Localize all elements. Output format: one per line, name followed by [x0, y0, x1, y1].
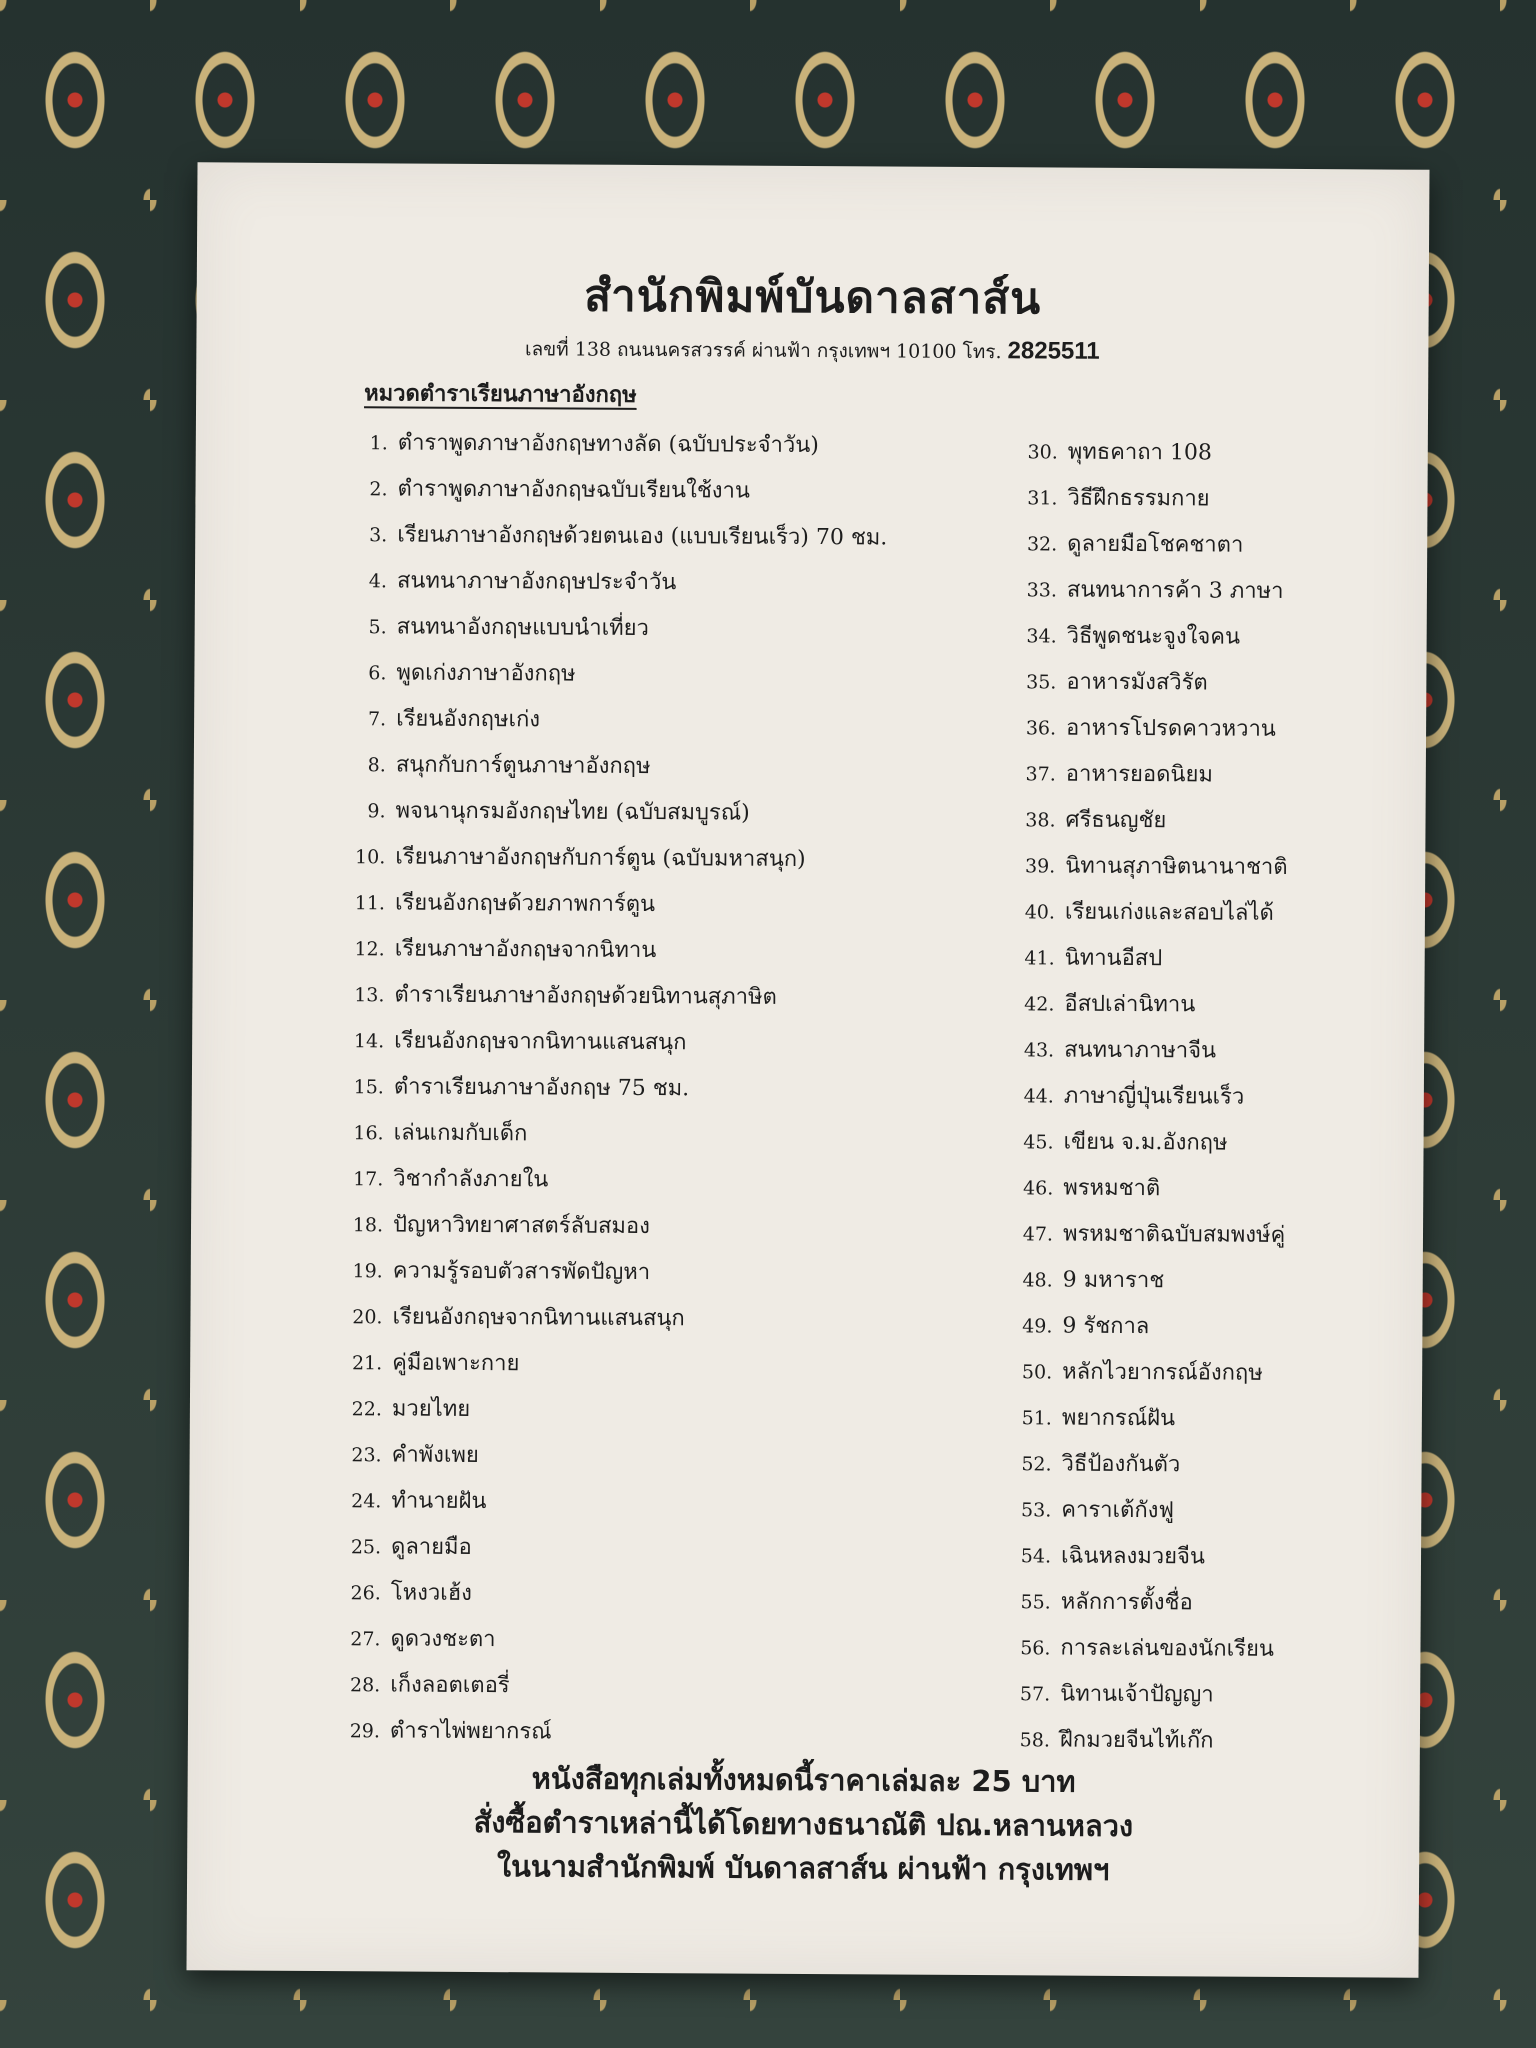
item-number: 55. [1020, 1591, 1051, 1614]
book-title: อาหารมังสวิรัต [1066, 669, 1208, 696]
list-item [345, 604, 887, 653]
item-number: 34. [1026, 625, 1057, 648]
item-number: 54. [1020, 1545, 1052, 1568]
book-title: ความรู้รอบตัวสารพัดปัญหา [392, 1258, 651, 1286]
list-item [345, 512, 887, 561]
list-item [340, 1294, 882, 1343]
item-number: 22. [351, 1398, 382, 1421]
item-number: 52. [1021, 1453, 1052, 1476]
book-title: วิธีพูดชนะจูงใจคน [1066, 623, 1241, 650]
book-title: ดูลายมือโชคชาตา [1067, 531, 1244, 558]
list-item [340, 1340, 882, 1389]
list-item [1010, 1349, 1285, 1397]
item-number: 48. [1022, 1269, 1053, 1292]
list-item [344, 742, 886, 791]
book-title: เรียนภาษาอังกฤษด้วยตนเอง (แบบเรียนเร็ว) 70 ชม. [397, 522, 888, 551]
list-item [345, 466, 887, 515]
list-item [1014, 659, 1289, 707]
list-item [343, 880, 885, 929]
book-list-right [1008, 429, 1291, 1765]
list-item [1008, 1671, 1283, 1719]
book-title: หลักไวยากรณ์อังกฤษ [1062, 1359, 1263, 1386]
book-title: เขียน จ.ม.อังกฤษ [1063, 1129, 1228, 1156]
book-title: ตำราไพ่พยากรณ์ [389, 1718, 552, 1745]
book-title: อาหารยอดนิยม [1065, 761, 1213, 788]
book-title: นิทานอีสป [1064, 945, 1163, 972]
item-number: 50. [1021, 1361, 1053, 1384]
book-title: พูดเก่งภาษาอังกฤษ [396, 660, 576, 687]
book-title: วิชากำลังภายใน [393, 1166, 549, 1193]
list-item [1015, 475, 1290, 523]
book-title: นิทานเจ้าปัญญา [1060, 1681, 1214, 1708]
item-number: 44. [1023, 1085, 1054, 1108]
list-item [1011, 1211, 1286, 1259]
book-title: เรียนเก่งและสอบไล่ได้ [1064, 899, 1274, 926]
list-item [1009, 1533, 1284, 1581]
item-number: 14. [353, 1030, 385, 1053]
book-title: นิทานสุภาษิตนานาชาติ [1065, 853, 1288, 880]
book-title: พรหมชาติฉบับสมพงษ์คู่ [1062, 1221, 1286, 1248]
list-item [344, 650, 886, 699]
list-item [1011, 1165, 1286, 1213]
book-title: เรียนอังกฤษจากนิทานแสนสนุก [392, 1304, 685, 1332]
list-item [341, 1156, 883, 1205]
book-title: คำพังเพย [391, 1442, 479, 1468]
book-title: ตำราเรียนภาษาอังกฤษ 75 ชม. [393, 1074, 690, 1102]
book-title: สนทนาภาษาจีน [1064, 1037, 1217, 1064]
book-title: วิธีฝึกธรรมกาย [1067, 485, 1210, 512]
printed-card [186, 162, 1429, 1977]
order-method-line: สั่งซื้อตำราเหล่านี้ได้โดยทางธนาณัติ ปณ.หลานหลวง [473, 1804, 1134, 1843]
list-item [338, 1708, 880, 1757]
item-number: 28. [349, 1674, 381, 1697]
payee-line: ในนามสำนักพิมพ์ บันดาลสาส์น ผ่านฟ้า กรุงเทพฯ [496, 1849, 1110, 1887]
item-number: 32. [1026, 533, 1058, 556]
book-title: คาราเต้กังฟู [1061, 1497, 1175, 1524]
list-item [1013, 843, 1288, 891]
book-title: 9 รัชกาล [1062, 1313, 1150, 1340]
book-list-left [338, 420, 888, 1757]
list-item [1015, 613, 1290, 661]
book-title: เรียนอังกฤษเก่ง [396, 706, 541, 733]
item-number: 20. [352, 1306, 383, 1329]
item-number: 26. [350, 1582, 381, 1605]
book-title: มวยไทย [391, 1396, 471, 1422]
book-title: ตำราเรียนภาษาอังกฤษด้วยนิทานสุภาษิต [394, 982, 777, 1010]
item-number: 25. [350, 1536, 382, 1559]
item-number: 45. [1023, 1131, 1054, 1154]
book-title: ตำราพูดภาษาอังกฤษฉบับเรียนใช้งาน [397, 476, 751, 504]
item-number: 31. [1027, 487, 1058, 510]
book-title: เล่นเกมกับเด็ก [393, 1120, 528, 1147]
item-number: 27. [350, 1628, 381, 1651]
list-item [1009, 1487, 1284, 1535]
book-title: คู่มือเพาะกาย [392, 1350, 520, 1377]
list-item [1014, 705, 1289, 753]
item-number: 12. [354, 938, 385, 961]
book-title: 9 มหาราช [1062, 1267, 1165, 1294]
item-number: 40. [1024, 901, 1056, 924]
list-item [1016, 429, 1291, 477]
item-number: 24. [351, 1490, 382, 1513]
list-item [1013, 889, 1288, 937]
list-item [339, 1524, 881, 1573]
book-title: สนทนาภาษาอังกฤษประจำวัน [396, 568, 677, 596]
item-number: 58. [1019, 1729, 1050, 1752]
book-title: พรหมชาติ [1063, 1175, 1161, 1202]
list-item [341, 1202, 883, 1251]
list-item [338, 1616, 880, 1665]
list-item [345, 558, 887, 607]
item-number: 7. [367, 708, 387, 731]
book-title: หลักการตั้งชื่อ [1060, 1589, 1193, 1616]
list-item [346, 420, 888, 469]
book-title: ตำราพูดภาษาอังกฤษทางลัด (ฉบับประจำวัน) [397, 430, 819, 459]
item-number: 18. [352, 1214, 384, 1237]
list-item [1014, 751, 1289, 799]
price-line: หนังสือทุกเล่มทั้งหมดนี้ราคาเล่มละ 25 บาท [531, 1761, 1076, 1799]
item-number: 8. [367, 754, 386, 777]
book-title: ภาษาญี่ปุ่นเรียนเร็ว [1063, 1083, 1245, 1110]
book-title: ปัญหาวิทยาศาสตร์ลับสมอง [392, 1212, 650, 1240]
item-number: 37. [1025, 763, 1056, 786]
list-item [338, 1662, 880, 1711]
item-number: 11. [354, 892, 386, 915]
list-item [1012, 981, 1287, 1029]
list-item [1011, 1257, 1286, 1305]
book-title: พจนานุกรมอังกฤษไทย (ฉบับสมบูรณ์) [395, 798, 750, 826]
list-item [341, 1110, 883, 1159]
item-number: 10. [355, 846, 386, 869]
phone-number: 2825511 [1007, 337, 1100, 365]
address-text: เลขที่ 138 ถนนนครสวรรค์ ผ่านฟ้า กรุงเทพฯ 10100 โทร. [525, 338, 1002, 364]
book-title: เรียนอังกฤษจากนิทานแสนสนุก [394, 1028, 687, 1056]
publisher-title: สำนักพิมพ์บันดาลสาส์น [584, 270, 1042, 325]
list-item [343, 834, 885, 883]
item-number: 49. [1022, 1315, 1053, 1338]
book-title: วิธีป้องกันตัว [1061, 1451, 1181, 1478]
book-title: เรียนภาษาอังกฤษจากนิทาน [394, 936, 657, 964]
list-item [342, 1064, 884, 1113]
list-item [1009, 1441, 1284, 1489]
list-item [344, 696, 886, 745]
item-number: 38. [1025, 809, 1056, 832]
list-item [1009, 1579, 1284, 1627]
list-item [1015, 521, 1290, 569]
item-number: 29. [349, 1720, 381, 1743]
book-title: โหงวเฮ้ง [390, 1580, 472, 1606]
item-number: 2. [369, 478, 388, 501]
book-title: เรียนอังกฤษด้วยภาพการ์ตูน [394, 890, 656, 918]
item-number: 17. [353, 1168, 384, 1191]
book-title: ทำนายฝัน [391, 1488, 487, 1515]
list-item [1010, 1395, 1285, 1443]
item-number: 57. [1019, 1683, 1051, 1706]
book-title: พยากรณ์ฝัน [1061, 1405, 1176, 1432]
item-number: 13. [354, 984, 385, 1007]
list-item [343, 788, 885, 837]
item-number: 6. [368, 662, 387, 685]
item-number: 21. [351, 1352, 383, 1375]
book-title: การละเล่นของนักเรียน [1060, 1635, 1274, 1662]
item-number: 41. [1024, 947, 1055, 970]
list-item [1010, 1303, 1285, 1351]
list-item [1012, 1073, 1287, 1121]
item-number: 30. [1027, 441, 1058, 464]
item-number: 42. [1024, 993, 1055, 1016]
list-item [1012, 1027, 1287, 1075]
book-title: สนุกกับการ์ตูนภาษาอังกฤษ [395, 752, 651, 780]
category-heading: หมวดตำราเรียนภาษาอังกฤษ [364, 381, 637, 408]
item-number: 47. [1022, 1223, 1054, 1246]
book-title: เก็งลอตเตอรี่ [390, 1672, 510, 1699]
list-item [342, 1018, 884, 1067]
item-number: 46. [1022, 1177, 1054, 1200]
list-item [342, 972, 884, 1021]
list-item [340, 1386, 882, 1435]
list-item [1011, 1119, 1286, 1167]
item-number: 51. [1021, 1407, 1052, 1430]
item-number: 15. [353, 1076, 384, 1099]
book-title: อาหารโปรดคาวหวาน [1066, 715, 1276, 742]
list-item [1013, 797, 1288, 845]
list-item [1013, 935, 1288, 983]
item-number: 1. [369, 432, 388, 455]
book-title: สนทนาการค้า 3 ภาษา [1066, 577, 1284, 604]
book-title: ดูลายมือ [391, 1534, 472, 1560]
item-number: 5. [368, 616, 387, 639]
book-title: อีสปเล่านิทาน [1064, 991, 1196, 1018]
item-number: 9. [367, 800, 386, 823]
book-title: เรียนภาษาอังกฤษกับการ์ตูน (ฉบับมหาสนุก) [395, 844, 806, 872]
book-title: เฉินหลงมวยจีน [1060, 1543, 1206, 1570]
list-item [1008, 1717, 1283, 1765]
book-title: ศรีธนญชัย [1065, 807, 1167, 834]
item-number: 56. [1020, 1637, 1051, 1660]
item-number: 39. [1024, 855, 1056, 878]
list-item [1015, 567, 1290, 615]
item-number: 19. [352, 1260, 383, 1283]
list-item [341, 1248, 883, 1297]
item-number: 4. [368, 570, 388, 593]
item-number: 23. [351, 1444, 382, 1467]
item-number: 43. [1023, 1039, 1055, 1062]
publisher-address [196, 332, 1428, 370]
list-item [339, 1478, 881, 1527]
book-title: สนทนาอังกฤษแบบนำเที่ยว [396, 614, 650, 642]
list-item [339, 1570, 881, 1619]
item-number: 53. [1021, 1499, 1052, 1522]
list-item [343, 926, 885, 975]
book-title: ดูดวงชะตา [390, 1626, 496, 1653]
item-number: 16. [353, 1122, 384, 1145]
book-title: พุทธคาถา 108 [1067, 439, 1213, 466]
order-info [187, 1754, 1420, 1894]
book-title: ฝึกมวยจีนไท้เก๊ก [1059, 1727, 1214, 1754]
list-item [1008, 1625, 1283, 1673]
item-number: 35. [1026, 671, 1057, 694]
item-number: 33. [1026, 579, 1058, 602]
item-number: 36. [1025, 717, 1057, 740]
item-number: 3. [369, 524, 388, 547]
list-item [339, 1432, 881, 1481]
